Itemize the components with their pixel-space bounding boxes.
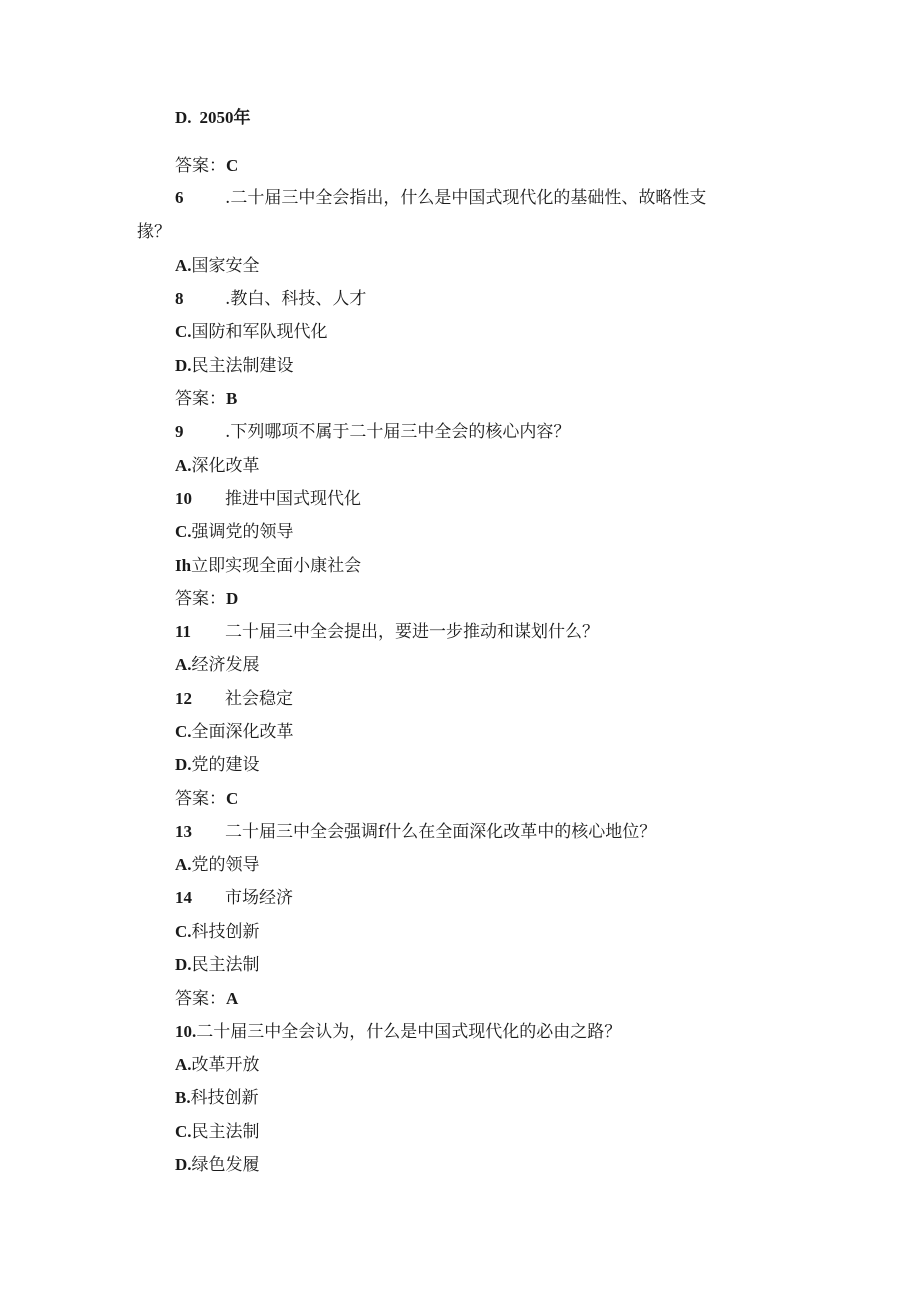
option-line: [175, 107, 251, 129]
question-number: 11: [175, 622, 192, 641]
question-line: [175, 621, 599, 643]
option-letter: D.: [175, 356, 192, 375]
question-number: 13: [175, 822, 192, 841]
option-letter: B.: [175, 1088, 191, 1107]
option-line: [175, 854, 260, 876]
option-text: 科技创新: [190, 1088, 259, 1108]
option-text: 民主法制: [191, 1122, 260, 1142]
option-line: [175, 1087, 259, 1109]
option-text: 市场经济: [225, 888, 293, 908]
option-text: 全面深化改革: [191, 722, 294, 742]
answer-line: [175, 788, 238, 810]
option-letter: D.: [175, 955, 192, 974]
option-line: [175, 555, 361, 577]
option-text: 民主法制: [191, 955, 260, 975]
answer-value: C: [226, 156, 239, 175]
question-line: [175, 821, 656, 843]
option-letter: C.: [175, 922, 192, 941]
option-line: [175, 521, 294, 543]
option-letter: A.: [175, 855, 192, 874]
option-line: [175, 1121, 260, 1143]
option-line: [175, 355, 294, 377]
question-text: 二十届三中全会认为，什么是中国式现代化的必由之路？: [196, 1022, 622, 1042]
answer-value: A: [226, 989, 239, 1008]
answer-label: 答案：: [175, 589, 226, 609]
option-text: 改革开放: [191, 1055, 260, 1075]
option-text: 科技创新: [191, 922, 260, 942]
option-text: 国家安全: [191, 256, 260, 276]
question-text: 二十届三中全会提出，要进一步推动和谋划什么？: [225, 622, 599, 642]
option-line: [175, 887, 293, 909]
question-line: [175, 421, 570, 443]
option-number: 14: [175, 888, 192, 907]
option-line: [175, 921, 260, 943]
answer-label: 答案：: [175, 789, 226, 809]
option-text: 推进中国式现代化: [225, 489, 361, 509]
option-line: [175, 688, 293, 710]
option-line: [175, 954, 260, 976]
option-text: 党的领导: [191, 855, 260, 875]
question-number: 10.: [175, 1022, 197, 1041]
option-text: 2050年: [199, 108, 251, 127]
option-letter: A.: [175, 256, 192, 275]
option-line: [175, 288, 366, 310]
option-line: [175, 754, 260, 776]
option-line: [175, 488, 361, 510]
answer-value: B: [226, 389, 238, 408]
question-number: 6: [175, 188, 184, 207]
question-number: 9: [175, 422, 184, 441]
option-letter: D.: [175, 755, 192, 774]
question-text: .二十届三中全会指出，什么是中国式现代化的基础性、故略性支: [225, 188, 707, 208]
question-continuation: [137, 221, 171, 243]
option-text: 经济发展: [191, 655, 260, 675]
answer-label: 答案：: [175, 389, 226, 409]
option-text: 党的建设: [191, 755, 260, 775]
option-text: 深化改革: [191, 456, 260, 476]
option-number: 8: [175, 289, 184, 308]
answer-label: 答案：: [175, 156, 226, 176]
option-letter: Ih: [175, 556, 192, 575]
answer-value: D: [226, 589, 239, 608]
answer-line: [175, 588, 238, 610]
option-letter: C.: [175, 322, 192, 341]
option-letter: A.: [175, 456, 192, 475]
option-text: 强调党的领导: [191, 522, 294, 542]
option-letter: A.: [175, 655, 192, 674]
option-line: [175, 321, 328, 343]
option-text: 绿色发履: [191, 1155, 260, 1175]
option-line: [175, 721, 294, 743]
option-letter: C.: [175, 1122, 192, 1141]
question-line: [175, 187, 706, 209]
option-letter: D.: [175, 1155, 192, 1174]
option-letter: C.: [175, 722, 192, 741]
option-number: 10: [175, 489, 192, 508]
option-text: 立即实现全面小康社会: [191, 556, 362, 576]
answer-label: 答案：: [175, 989, 226, 1009]
option-letter: C.: [175, 522, 192, 541]
question-text: 二十届三中全会强调f什么在全面深化改革中的核心地位？: [225, 822, 657, 842]
option-line: [175, 1054, 260, 1076]
option-letter: D.: [175, 108, 192, 127]
question-text: .下列哪项不属于二十届三中全会的核心内容？: [225, 422, 571, 442]
option-line: [175, 255, 260, 277]
option-line: [175, 455, 260, 477]
answer-line: [175, 988, 238, 1010]
answer-line: [175, 155, 238, 177]
option-text: 社会稳定: [225, 689, 293, 709]
option-text: 国防和军队现代化: [191, 322, 328, 342]
answer-value: C: [226, 789, 239, 808]
option-number: 12: [175, 689, 192, 708]
option-text: .教白、科技、人才: [225, 289, 367, 309]
question-line: [175, 1021, 621, 1043]
option-line: [175, 654, 260, 676]
option-line: [175, 1154, 260, 1176]
question-text: 掾？: [137, 222, 171, 242]
option-text: 民主法制建设: [191, 356, 294, 376]
answer-line: [175, 388, 237, 410]
option-letter: A.: [175, 1055, 192, 1074]
